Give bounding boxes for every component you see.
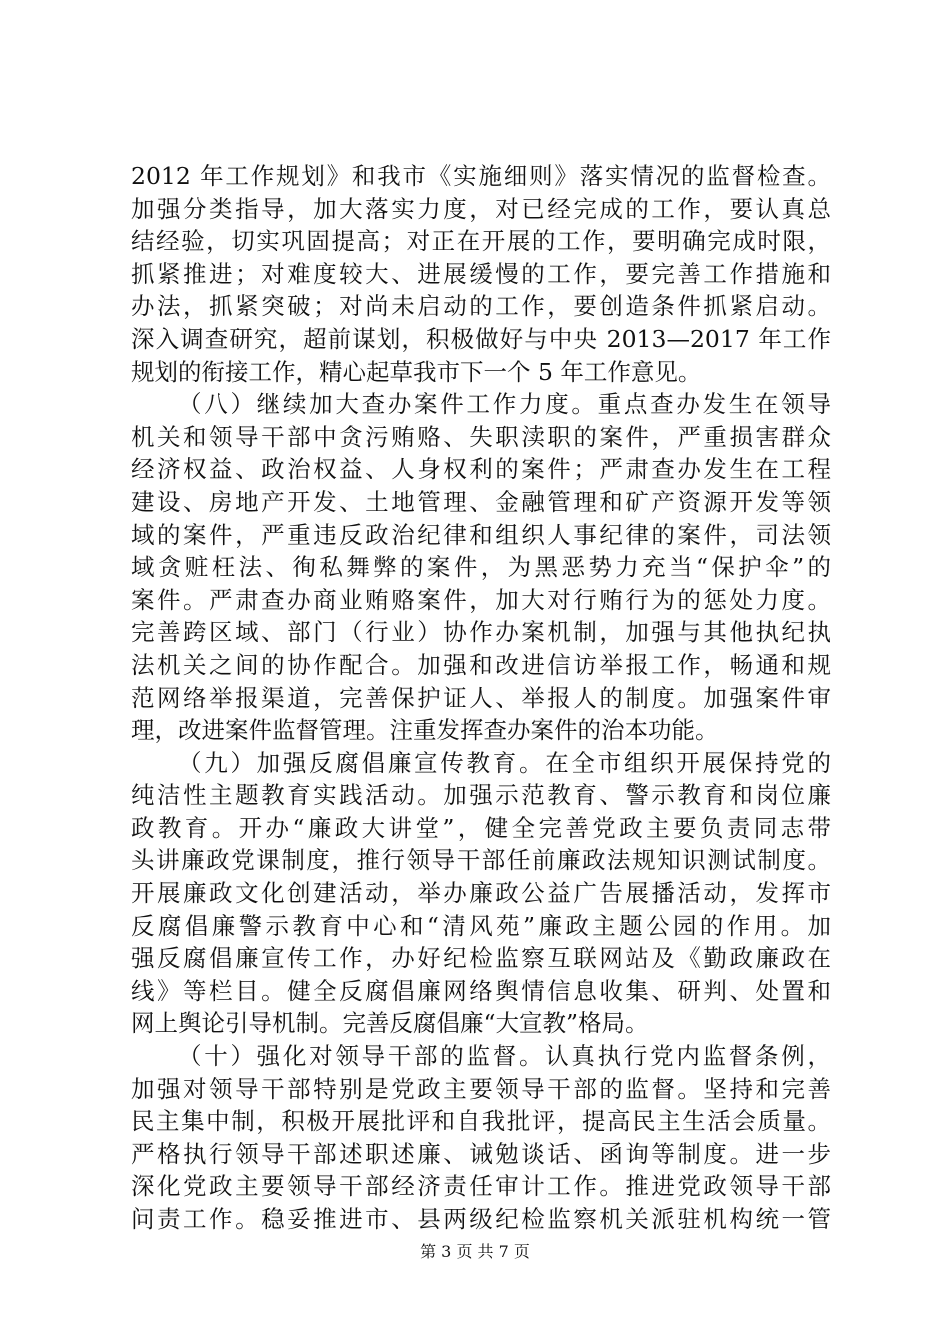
text-line: 线》等栏目。健全反腐倡廉网络舆情信息收集、研判、处置和 [131, 976, 831, 1005]
page-footer: 第 3 页 共 7 页 [420, 1242, 530, 1261]
document-body [131, 160, 831, 1236]
text-line: 建设、房地产开发、土地管理、金融管理和矿产资源开发等领 [131, 487, 831, 516]
text-line: 办法，抓紧突破；对尚未启动的工作，要创造条件抓紧启动。 [131, 292, 831, 321]
text-line: 规划的衔接工作，精心起草我市下一个 5 年工作意见。 [131, 357, 702, 386]
text-line: 理，改进案件监督管理。注重发挥查办案件的治本功能。 [131, 716, 719, 745]
text-line: 案件。严肃查办商业贿赂案件，加大对行贿行为的惩处力度。 [131, 585, 831, 614]
text-line: 法机关之间的协作配合。加强和改进信访举报工作，畅通和规 [131, 650, 831, 679]
text-line: 抓紧推进；对难度较大、进展缓慢的工作，要完善工作措施和 [131, 259, 831, 288]
text-line: 民主集中制，积极开展批评和自我批评，提高民主生活会质量。 [131, 1107, 831, 1136]
text-line: 严格执行领导干部述职述廉、诫勉谈话、函询等制度。进一步 [131, 1139, 831, 1168]
text-line: 深入调查研究，超前谋划，积极做好与中央 2013—2017 年工作 [131, 324, 831, 353]
text-line: 深化党政主要领导干部经济责任审计工作。推进党政领导干部 [131, 1172, 831, 1201]
text-line: 完善跨区域、部门（行业）协作办案机制，加强与其他执纪执 [131, 618, 831, 647]
text-line: 域贪赃枉法、徇私舞弊的案件，为黑恶势力充当“保护伞”的 [131, 553, 831, 582]
text-line: 经济权益、政治权益、人身权利的案件；严肃查办发生在工程 [131, 455, 831, 484]
text-line: 纯洁性主题教育实践活动。加强示范教育、警示教育和岗位廉 [131, 781, 831, 810]
text-line: （十）强化对领导干部的监督。认真执行党内监督条例， [178, 1042, 831, 1071]
text-line: 开展廉政文化创建活动，举办廉政公益广告展播活动，发挥市 [131, 879, 831, 908]
text-line: （八）继续加大查办案件工作力度。重点查办发生在领导 [178, 390, 831, 419]
text-line: 网上舆论引导机制。完善反腐倡廉“大宣教”格局。 [131, 1009, 649, 1038]
text-line: 加强对领导干部特别是党政主要领导干部的监督。坚持和完善 [131, 1074, 831, 1103]
text-line: （九）加强反腐倡廉宣传教育。在全市组织开展保持党的 [178, 748, 831, 777]
text-line: 域的案件，严重违反政治纪律和组织人事纪律的案件，司法领 [131, 520, 831, 549]
text-line: 反腐倡廉警示教育中心和“清风苑”廉政主题公园的作用。加 [131, 911, 831, 940]
text-line: 头讲廉政党课制度，推行领导干部任前廉政法规知识测试制度。 [131, 846, 831, 875]
text-line: 强反腐倡廉宣传工作，办好纪检监察互联网站及《勤政廉政在 [131, 944, 831, 973]
text-line: 结经验，切实巩固提高；对正在开展的工作，要明确完成时限， [131, 227, 831, 256]
text-line: 政教育。开办“廉政大讲堂”，健全完善党政主要负责同志带 [131, 813, 831, 842]
text-line: 加强分类指导，加大落实力度，对已经完成的工作，要认真总 [131, 194, 831, 223]
text-line: 机关和领导干部中贪污贿赂、失职渎职的案件，严重损害群众 [131, 422, 831, 451]
text-line: 范网络举报渠道，完善保护证人、举报人的制度。加强案件审 [131, 683, 831, 712]
text-line: 2012 年工作规划》和我市《实施细则》落实情况的监督检查。 [131, 162, 831, 190]
text-line: 问责工作。稳妥推进市、县两级纪检监察机关派驻机构统一管 [131, 1205, 831, 1233]
